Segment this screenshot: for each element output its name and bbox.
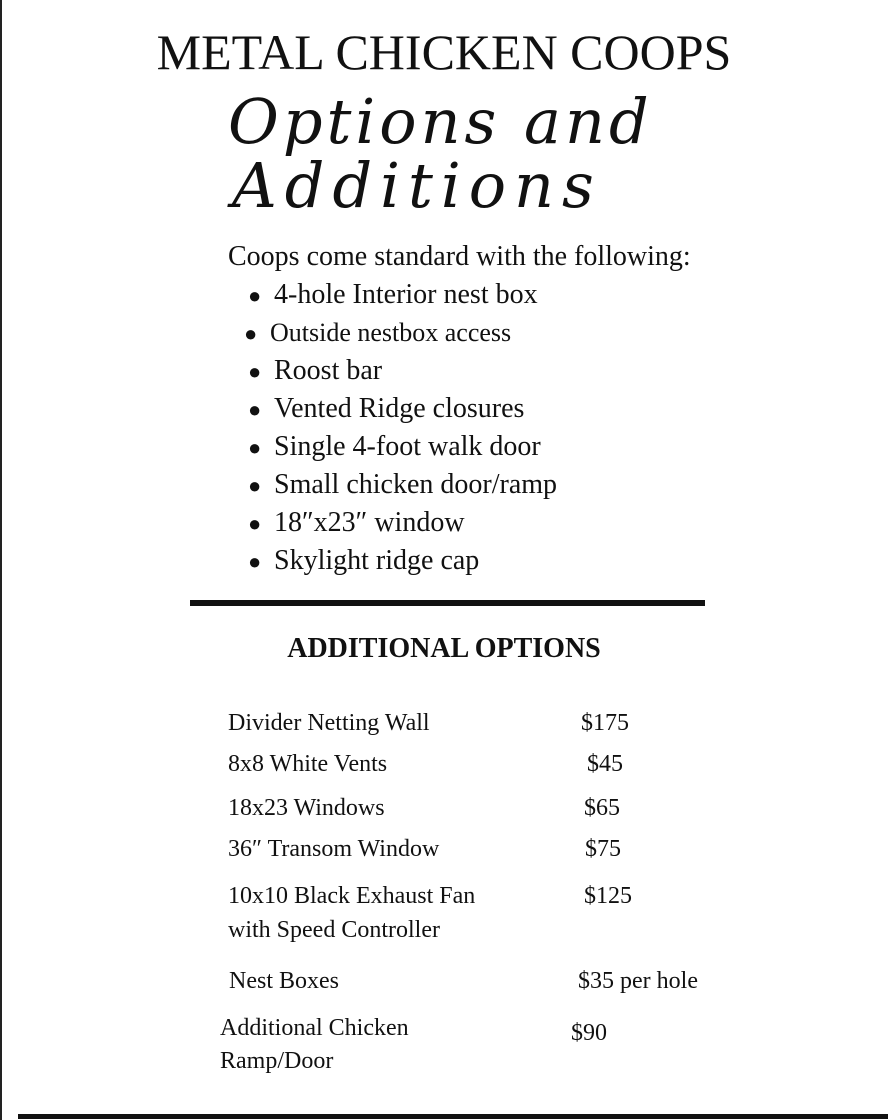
option-name: 36″ Transom Window [228,836,440,862]
option-name: 10x10 Black Exhaust Fan [228,883,476,909]
bottom-border [18,1114,888,1119]
option-name: Divider Netting Wall [228,710,430,736]
list-item [248,276,557,314]
list-item [248,390,557,428]
option-name: with Speed Controller [228,917,440,943]
bullet-icon: ● [248,511,262,536]
feature-label: Skylight ridge cap [274,545,480,576]
standard-intro: Coops come standard with the following: [228,241,691,272]
section-divider [190,600,705,606]
additional-options-heading: ADDITIONAL OPTIONS [287,633,601,664]
standard-features-list [244,276,558,580]
bullet-icon: ● [248,283,262,308]
bullet-icon: ● [248,435,262,460]
option-price: $45 [587,751,623,777]
option-price: $75 [585,836,621,862]
feature-label: Single 4-foot walk door [274,431,541,462]
option-name: 18x23 Windows [228,795,385,821]
list-item [244,314,557,352]
bullet-icon: ● [244,321,258,346]
page-title: METAL CHICKEN COOPS [156,24,732,80]
bullet-icon: ● [248,549,262,574]
feature-label: 4-hole Interior nest box [274,279,538,310]
option-name: Additional Chicken [220,1015,409,1041]
feature-label: Roost bar [274,355,383,386]
left-border [0,0,2,1120]
list-item [248,466,557,504]
option-price: $125 [584,883,632,909]
feature-label: Vented Ridge closures [274,393,525,424]
list-item [248,504,557,542]
script-heading-line-1: Options and [228,85,653,158]
option-name: Nest Boxes [229,968,339,994]
bullet-icon: ● [248,473,262,498]
feature-label: Outside nestbox access [270,318,512,347]
option-price: $65 [584,795,620,821]
bullet-icon: ● [248,397,262,422]
option-name: Ramp/Door [220,1048,334,1074]
feature-label: 18″x23″ window [274,507,465,538]
script-heading-line-2: Additions [232,149,602,222]
option-name: 8x8 White Vents [228,751,388,777]
list-item [248,542,557,580]
option-price: $175 [581,710,629,736]
feature-label: Small chicken door/ramp [274,469,558,500]
bullet-icon: ● [248,359,262,384]
list-item [248,428,557,466]
list-item [248,352,557,390]
option-price: $90 [571,1020,607,1046]
option-price: $35 per hole [578,968,698,994]
